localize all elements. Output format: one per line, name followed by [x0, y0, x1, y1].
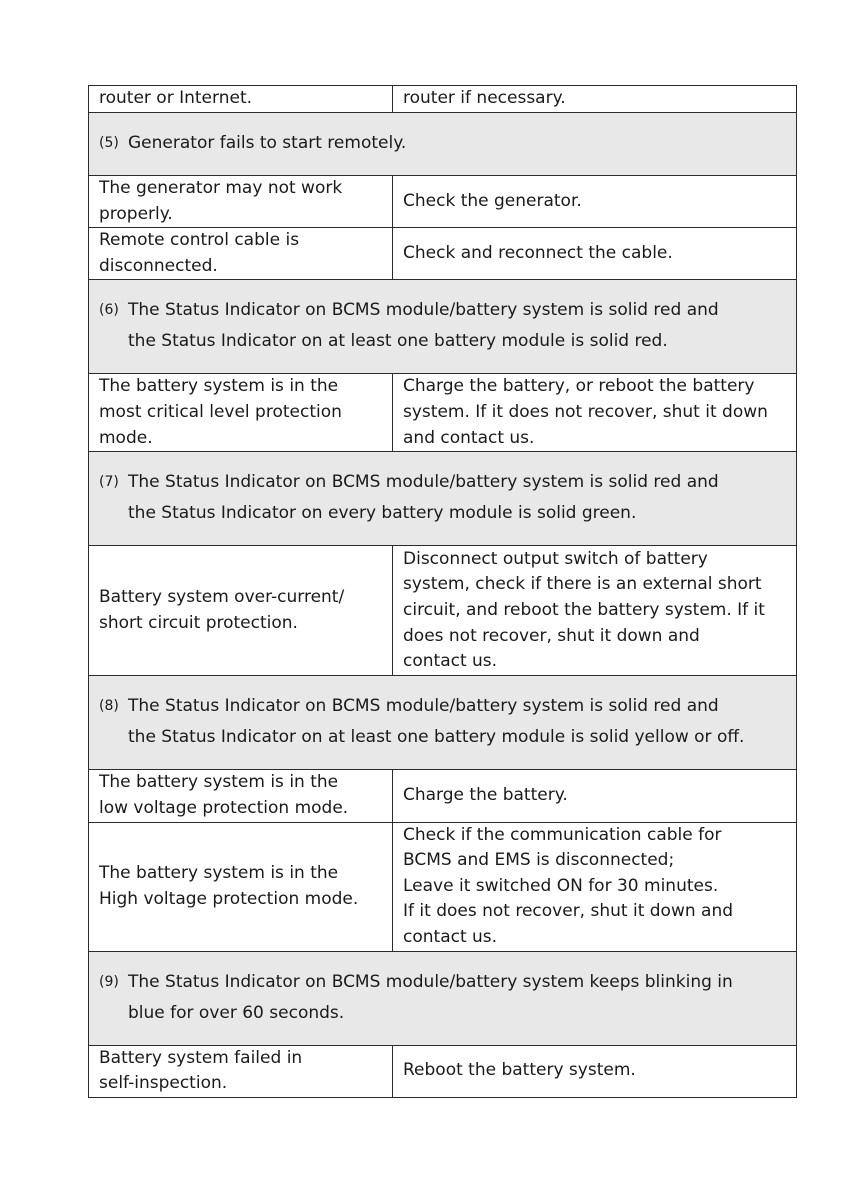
section-header-5: [89, 113, 797, 176]
section-title: The Status Indicator on BCMS module/battery system is solid red and the Status Indicator on at least one battery module is solid yellow or off.: [128, 696, 745, 748]
section-header-7: [89, 452, 797, 546]
solution-cell: Check and reconnect the cable.: [393, 228, 797, 280]
section-header-6: [89, 280, 797, 374]
cause-cell: router or Internet.: [89, 86, 393, 113]
solution-cell: router if necessary.: [393, 86, 797, 113]
cause-cell: The generator may not work properly.: [89, 176, 393, 228]
cause-cell: Battery system over-current/ short circuit protection.: [89, 546, 393, 676]
section-number: (9): [99, 973, 119, 990]
solution-cell: Check if the communication cable for BCMS and EMS is disconnected; Leave it switched ON for 30 minutes. If it does not recover, shut it down and contact us.: [393, 822, 797, 951]
section-title: Generator fails to start remotely.: [128, 133, 407, 153]
table-row: [89, 374, 797, 452]
solution-cell: Charge the battery, or reboot the battery system. If it does not recover, shut it down and contact us.: [393, 374, 797, 452]
section-number: (6): [99, 302, 119, 319]
table-row: [89, 176, 797, 228]
troubleshooting-table: [88, 85, 797, 1098]
solution-cell: Charge the battery.: [393, 770, 797, 822]
section-title: The Status Indicator on BCMS module/battery system is solid red and the Status Indicator on every battery module is solid green.: [128, 472, 719, 524]
solution-cell: Reboot the battery system.: [393, 1045, 797, 1097]
cause-cell: The battery system is in the most critical level protection mode.: [89, 374, 393, 452]
cause-cell: The battery system is in the low voltage protection mode.: [89, 770, 393, 822]
section-number: (7): [99, 474, 119, 491]
section-header-9: [89, 951, 797, 1045]
section-header-8: [89, 676, 797, 770]
cause-cell: The battery system is in the High voltage protection mode.: [89, 822, 393, 951]
solution-cell: Check the generator.: [393, 176, 797, 228]
solution-cell: Disconnect output switch of battery system, check if there is an external short circuit, and reboot the battery system. If it does not recover, shut it down and contact us.: [393, 546, 797, 676]
table-row: [89, 228, 797, 280]
table-row: [89, 822, 797, 951]
section-number: (8): [99, 698, 119, 715]
table-row: [89, 770, 797, 822]
section-number: (5): [99, 135, 119, 151]
cause-cell: Battery system failed in self-inspection.: [89, 1045, 393, 1097]
section-title: The Status Indicator on BCMS module/battery system keeps blinking in blue for over 60 seconds.: [128, 971, 733, 1023]
table-row: [89, 86, 797, 113]
section-title: The Status Indicator on BCMS module/battery system is solid red and the Status Indicator on at least one battery module is solid red.: [128, 300, 719, 352]
table-row: [89, 546, 797, 676]
cause-cell: Remote control cable is disconnected.: [89, 228, 393, 280]
table-row: [89, 1045, 797, 1097]
